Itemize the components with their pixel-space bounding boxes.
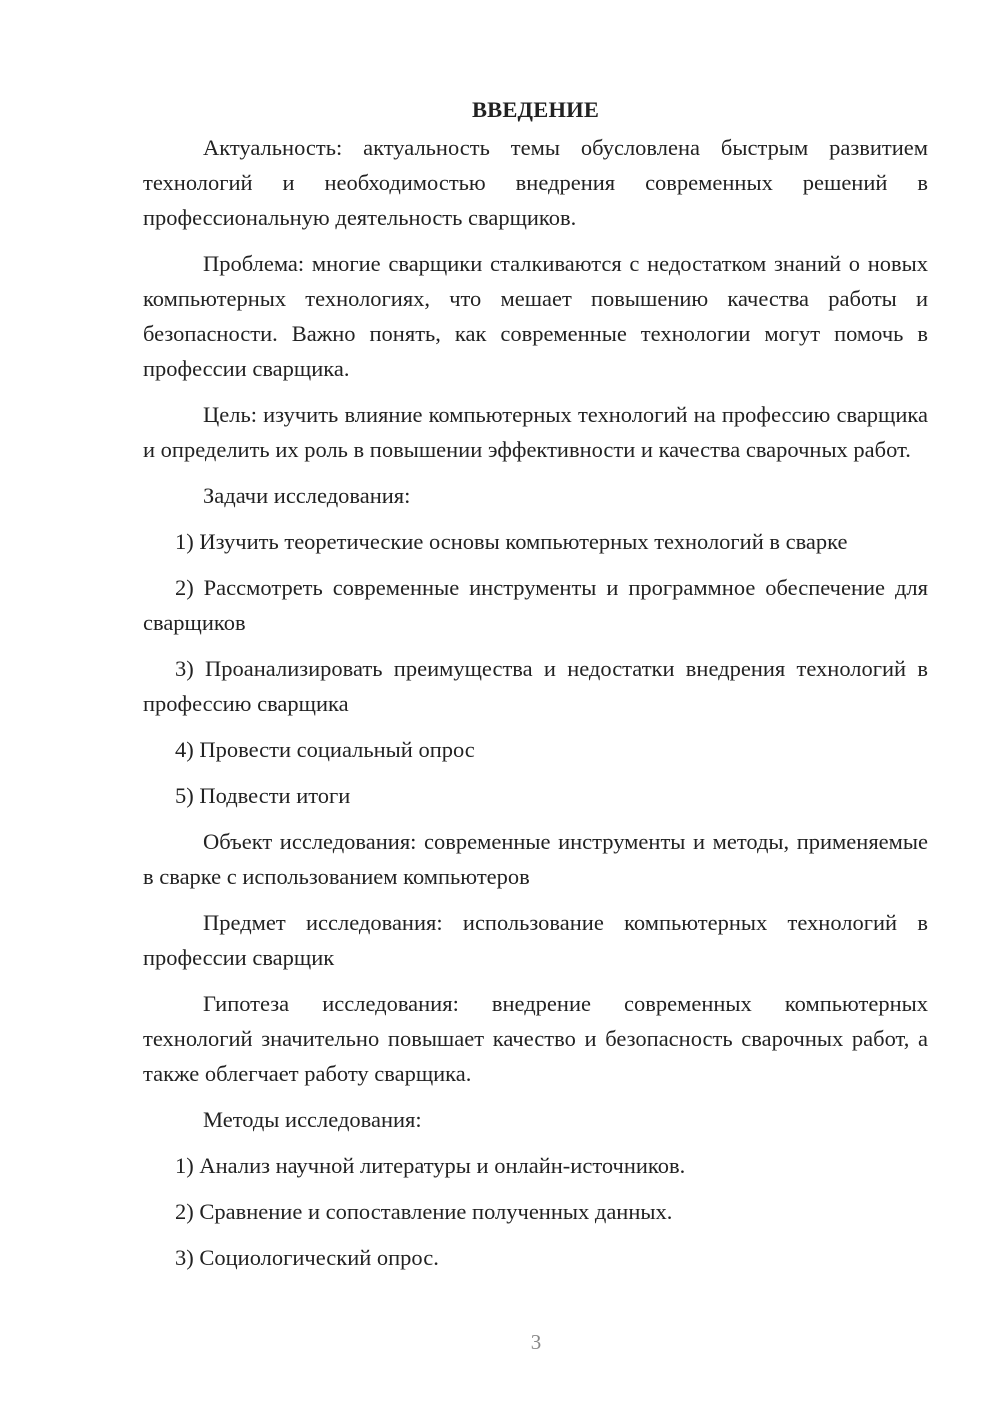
- relevance-paragraph: Актуальность: актуальность темы обусловлена быстрым развитием технологий и необходимостью внедрения современных решений в профессиональную деятельность сварщиков.: [143, 135, 928, 230]
- hypothesis-paragraph: Гипотеза исследования: внедрение современных компьютерных технологий значительно повышает качество и безопасность сварочных работ, а также облегчает работу сварщика.: [143, 991, 928, 1086]
- page-content: [143, 92, 928, 1286]
- page-number: 3: [530, 1330, 542, 1354]
- task-item-4: 4) Провести социальный опрос: [175, 737, 475, 762]
- method-item-1: 1) Анализ научной литературы и онлайн-источников.: [175, 1153, 686, 1178]
- task-item-1: 1) Изучить теоретические основы компьютерных технологий в сварке: [175, 529, 848, 554]
- task-item-2: 2) Рассмотреть современные инструменты и программное обеспечение для сварщиков: [143, 575, 928, 635]
- task-item-5: 5) Подвести итоги: [175, 783, 351, 808]
- task-item-3: 3) Проанализировать преимущества и недостатки внедрения технологий в профессию сварщика: [143, 656, 928, 716]
- subject-paragraph: Предмет исследования: использование компьютерных технологий в профессии сварщик: [143, 910, 928, 970]
- method-item-3: 3) Социологический опрос.: [175, 1245, 439, 1270]
- method-item-2: 2) Сравнение и сопоставление полученных данных.: [175, 1199, 673, 1224]
- goal-paragraph: Цель: изучить влияние компьютерных технологий на профессию сварщика и определить их роль в повышении эффективности и качества сварочных работ.: [143, 402, 928, 462]
- section-title: ВВЕДЕНИЕ: [471, 97, 600, 122]
- methods-heading: Методы исследования:: [203, 1107, 422, 1132]
- tasks-heading: Задачи исследования:: [203, 483, 411, 508]
- object-paragraph: Объект исследования: современные инструменты и методы, применяемые в сварке с использованием компьютеров: [143, 829, 928, 889]
- problem-paragraph: Проблема: многие сварщики сталкиваются с недостатком знаний о новых компьютерных технологиях, что мешает повышению качества работы и безопасности. Важно понять, как современные технологии могут помочь в профессии сварщика.: [143, 251, 928, 381]
